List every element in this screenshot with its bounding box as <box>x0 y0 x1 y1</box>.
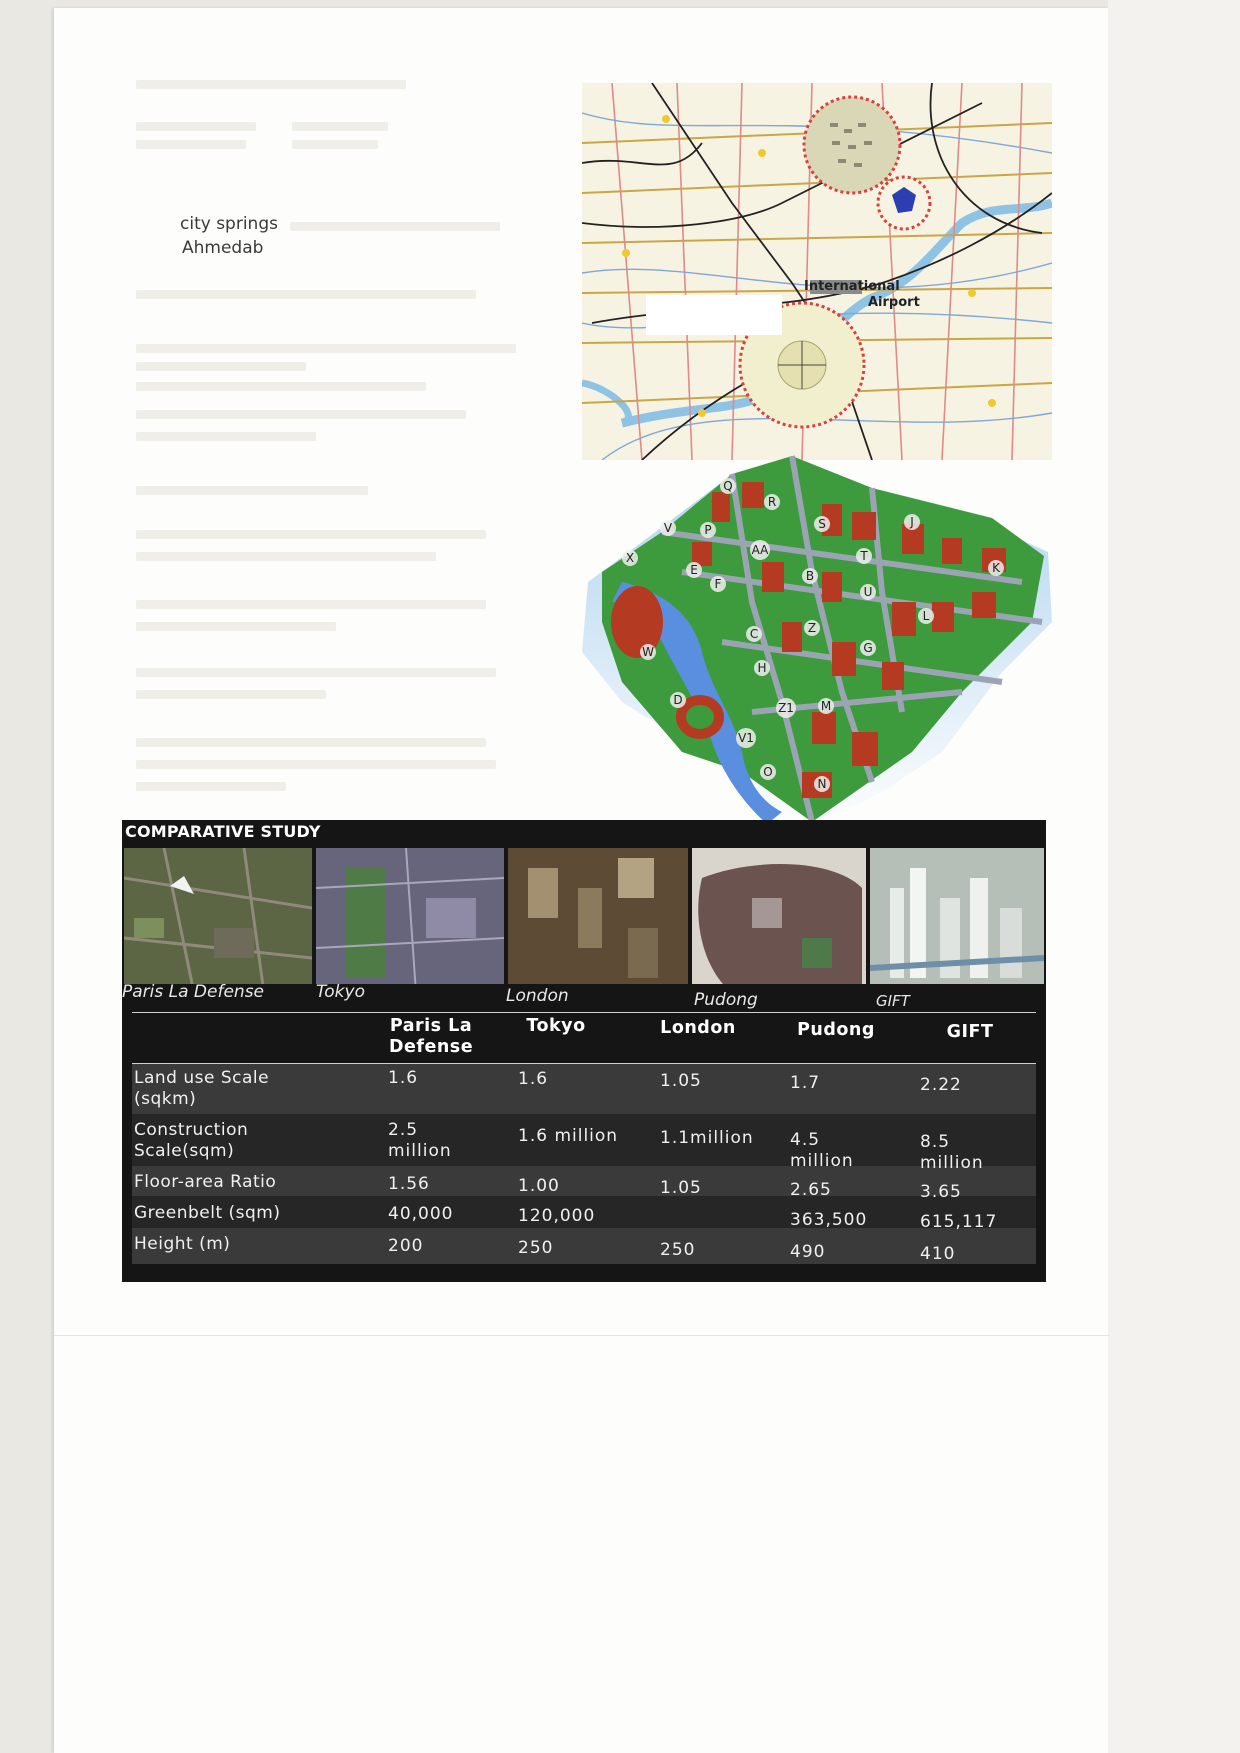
plot-label: N <box>817 777 827 791</box>
plot-label: Q <box>723 479 733 493</box>
thumb-london <box>508 848 688 993</box>
cell: 40,000 <box>388 1204 454 1224</box>
cell: 1.7 <box>790 1073 821 1093</box>
study-title: COMPARATIVE STUDY <box>125 822 321 841</box>
plot-label: O <box>763 765 773 779</box>
cell: 250 <box>660 1240 696 1260</box>
plot-label: L <box>922 609 930 623</box>
cell: 1.6 <box>388 1068 419 1088</box>
thumb-tokyo <box>316 848 504 993</box>
col-header-tokyo: Tokyo <box>526 1016 586 1036</box>
thumb-pudong <box>692 848 866 993</box>
city-road-map <box>582 83 1052 460</box>
cell: 2.22 <box>920 1075 962 1095</box>
plot-label: P <box>704 523 712 537</box>
cell: 1.56 <box>388 1174 430 1194</box>
row-label-land-use: Land use Scale (sqkm) <box>134 1068 270 1109</box>
plot-label: H <box>757 661 767 675</box>
plot-label: F <box>714 577 722 591</box>
col-header-gift: GIFT <box>946 1022 994 1042</box>
col-header-pudong: Pudong <box>797 1020 875 1040</box>
thumb-paris <box>124 848 312 993</box>
plot-label: B <box>805 569 815 583</box>
master-plan-illustration <box>582 452 1052 832</box>
plot-label: C <box>749 627 759 641</box>
plot-label: V <box>663 521 673 535</box>
col-header-london: London <box>660 1018 736 1038</box>
plot-label: T <box>860 549 868 563</box>
plot-label: X <box>625 551 635 565</box>
thumb-gift <box>870 848 1044 993</box>
page-fold <box>54 1335 1110 1336</box>
cell: 120,000 <box>518 1206 596 1226</box>
cell: 4.5 million <box>790 1130 854 1171</box>
plot-label: G <box>863 641 873 655</box>
plot-label: V1 <box>738 731 754 745</box>
cell: 1.6 million <box>518 1126 619 1146</box>
cell: 410 <box>920 1244 956 1264</box>
cell: 2.65 <box>790 1180 832 1200</box>
plot-label: K <box>992 561 1000 575</box>
plot-label: J <box>910 515 914 529</box>
caption-gift: GIFT <box>876 992 910 1010</box>
plot-label: M <box>820 699 832 713</box>
row-label-height: Height (m) <box>134 1234 231 1254</box>
row-label-construction: Construction Scale(sqm) <box>134 1120 249 1161</box>
cell: 1.00 <box>518 1176 560 1196</box>
overlapping-heading <box>180 212 278 260</box>
cell: 363,500 <box>790 1210 868 1230</box>
cell: 615,117 <box>920 1212 998 1232</box>
cell: 200 <box>388 1236 424 1256</box>
plot-label: Z1 <box>778 701 794 715</box>
caption-london: London <box>506 986 569 1006</box>
cover-text-line1: city springs <box>180 214 278 234</box>
airport-label-line1: International <box>804 279 900 294</box>
airport-label-line2: Airport <box>868 295 920 310</box>
row-band <box>132 1228 1036 1264</box>
cell: 2.5 million <box>388 1120 452 1161</box>
cell: 250 <box>518 1238 554 1258</box>
cell: 1.6 <box>518 1069 549 1089</box>
plot-label: D <box>673 693 683 707</box>
row-label-far: Floor-area Ratio <box>134 1172 277 1192</box>
cell: 490 <box>790 1242 826 1262</box>
comparative-study-panel <box>122 820 1046 1282</box>
plot-label: Z <box>807 621 817 635</box>
cell: 3.65 <box>920 1182 962 1202</box>
cell: 1.1million <box>660 1128 754 1148</box>
plot-label: E <box>690 563 698 577</box>
plot-label: R <box>767 495 777 509</box>
comparison-table <box>122 1004 1046 1282</box>
table-top-rule <box>132 1012 1036 1013</box>
cell: 8.5 million <box>920 1132 984 1173</box>
cell: 1.05 <box>660 1071 702 1091</box>
plot-label: W <box>642 645 654 659</box>
cell: 1.05 <box>660 1178 702 1198</box>
plot-label: AA <box>751 543 769 557</box>
plot-label: S <box>818 517 826 531</box>
caption-paris: Paris La Defense <box>122 982 265 1002</box>
caption-tokyo: Tokyo <box>316 982 365 1002</box>
page-edge <box>1108 0 1240 1753</box>
row-label-greenbelt: Greenbelt (sqm) <box>134 1203 281 1223</box>
col-header-paris: Paris La Defense <box>388 1016 474 1057</box>
caption-pudong: Pudong <box>694 990 758 1010</box>
plot-label: U <box>863 585 873 599</box>
cover-text-line2: Ahmedab <box>182 238 264 258</box>
